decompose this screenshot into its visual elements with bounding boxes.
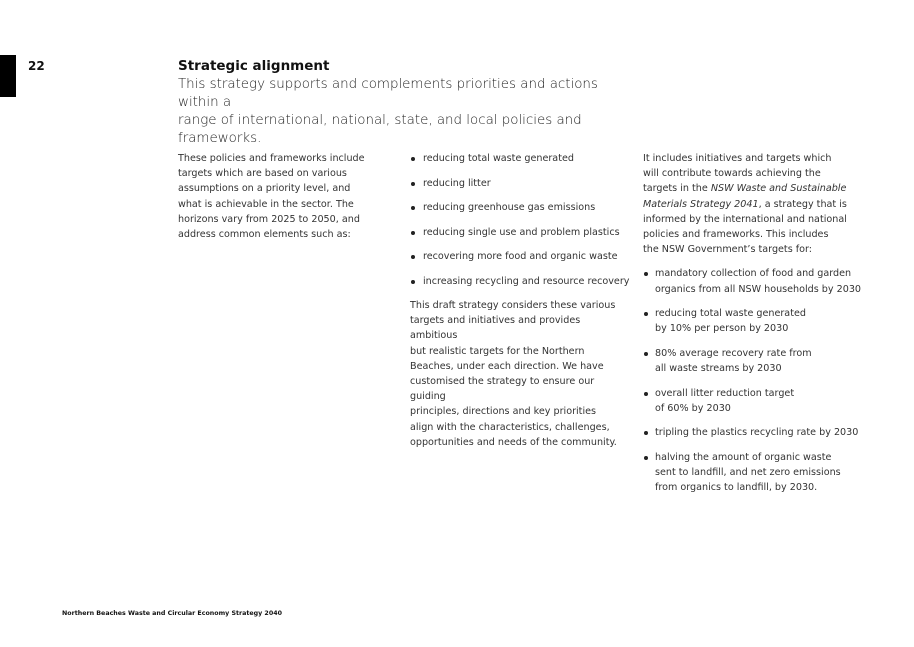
text-line: It includes initiatives and targets which (643, 153, 832, 164)
text-line: by 10% per person by 2030 (655, 323, 789, 335)
text-line: address common elements such as: (178, 229, 351, 241)
list-item (643, 266, 868, 296)
text-line: halving the amount of organic waste (655, 451, 832, 463)
text-line: Beaches, under each direction. We have (410, 360, 604, 372)
initiatives-paragraph (643, 151, 868, 257)
common-elements-list (410, 151, 630, 289)
list-item: reducing litter (410, 176, 630, 191)
intro-line: This strategy supports and complements priorities and actions within a (178, 77, 598, 110)
list-item (643, 306, 868, 336)
text-line: horizons vary from 2025 to 2050, and (178, 213, 360, 225)
text-line: tripling the plastics recycling rate by 2030 (655, 427, 859, 439)
intro-line: range of international, national, state, and local policies and frameworks. (178, 113, 582, 146)
text-line: the NSW Government’s targets for: (643, 244, 812, 256)
text-line: , a strategy that is (758, 198, 847, 210)
column-3 (643, 151, 868, 505)
text-line: mandatory collection of food and garden (655, 268, 852, 280)
column-1 (178, 151, 368, 242)
text-line: will contribute towards achieving the (643, 168, 821, 180)
list-item: reducing single use and problem plastics (410, 225, 630, 240)
intro-text (178, 76, 638, 148)
text-line: opportunities and needs of the community. (410, 436, 617, 448)
text-line: policies and frameworks. This includes (643, 229, 829, 241)
page-number: 22 (28, 59, 45, 73)
list-item: recovering more food and organic waste (410, 249, 630, 264)
list-item: reducing greenhouse gas emissions (410, 200, 630, 215)
text-line: align with the characteristics, challenges, (410, 421, 610, 433)
section-title: Strategic alignment (178, 58, 330, 74)
text-line: from organics to landfill, by 2030. (655, 482, 818, 494)
text-line: organics from all NSW households by 2030 (655, 283, 862, 295)
text-line: sent to landfill, and net zero emissions (655, 466, 841, 478)
draft-strategy-paragraph (410, 298, 630, 450)
list-item (643, 386, 868, 416)
text-line: what is achievable in the sector. The (178, 198, 354, 210)
policies-paragraph (178, 151, 368, 242)
text-line: customised the strategy to ensure our guiding (410, 376, 595, 403)
text-line: of 60% by 2030 (655, 402, 731, 414)
text-line: all waste streams by 2030 (655, 363, 782, 375)
text-line: This draft strategy considers these various (410, 300, 616, 311)
text-line: principles, directions and key priorities (410, 406, 597, 418)
column-2 (410, 151, 630, 450)
text-line: informed by the international and national (643, 213, 847, 225)
text-line: but realistic targets for the Northern (410, 345, 585, 357)
strategy-name-italic: NSW Waste and Sustainable (710, 183, 847, 195)
text-line: targets in the (643, 183, 711, 195)
list-item (643, 346, 868, 376)
text-line: targets and initiatives and provides ambitious (410, 315, 581, 342)
list-item: reducing total waste generated (410, 151, 630, 166)
list-item (643, 450, 868, 496)
text-line: assumptions on a priority level, and (178, 183, 351, 195)
list-item: increasing recycling and resource recovery (410, 274, 630, 289)
text-line: reducing total waste generated (655, 308, 806, 320)
strategy-name-italic: Materials Strategy 2041 (643, 198, 759, 210)
text-line: targets which are based on various (178, 168, 347, 180)
text-line: overall litter reduction target (655, 387, 795, 399)
document-footer: Northern Beaches Waste and Circular Economy Strategy 2040 (62, 610, 282, 617)
text-line: These policies and frameworks include (178, 153, 365, 164)
nsw-targets-list (643, 266, 868, 495)
page-marker-bar (0, 55, 16, 97)
text-line: 80% average recovery rate from (655, 347, 812, 359)
list-item (643, 425, 868, 440)
